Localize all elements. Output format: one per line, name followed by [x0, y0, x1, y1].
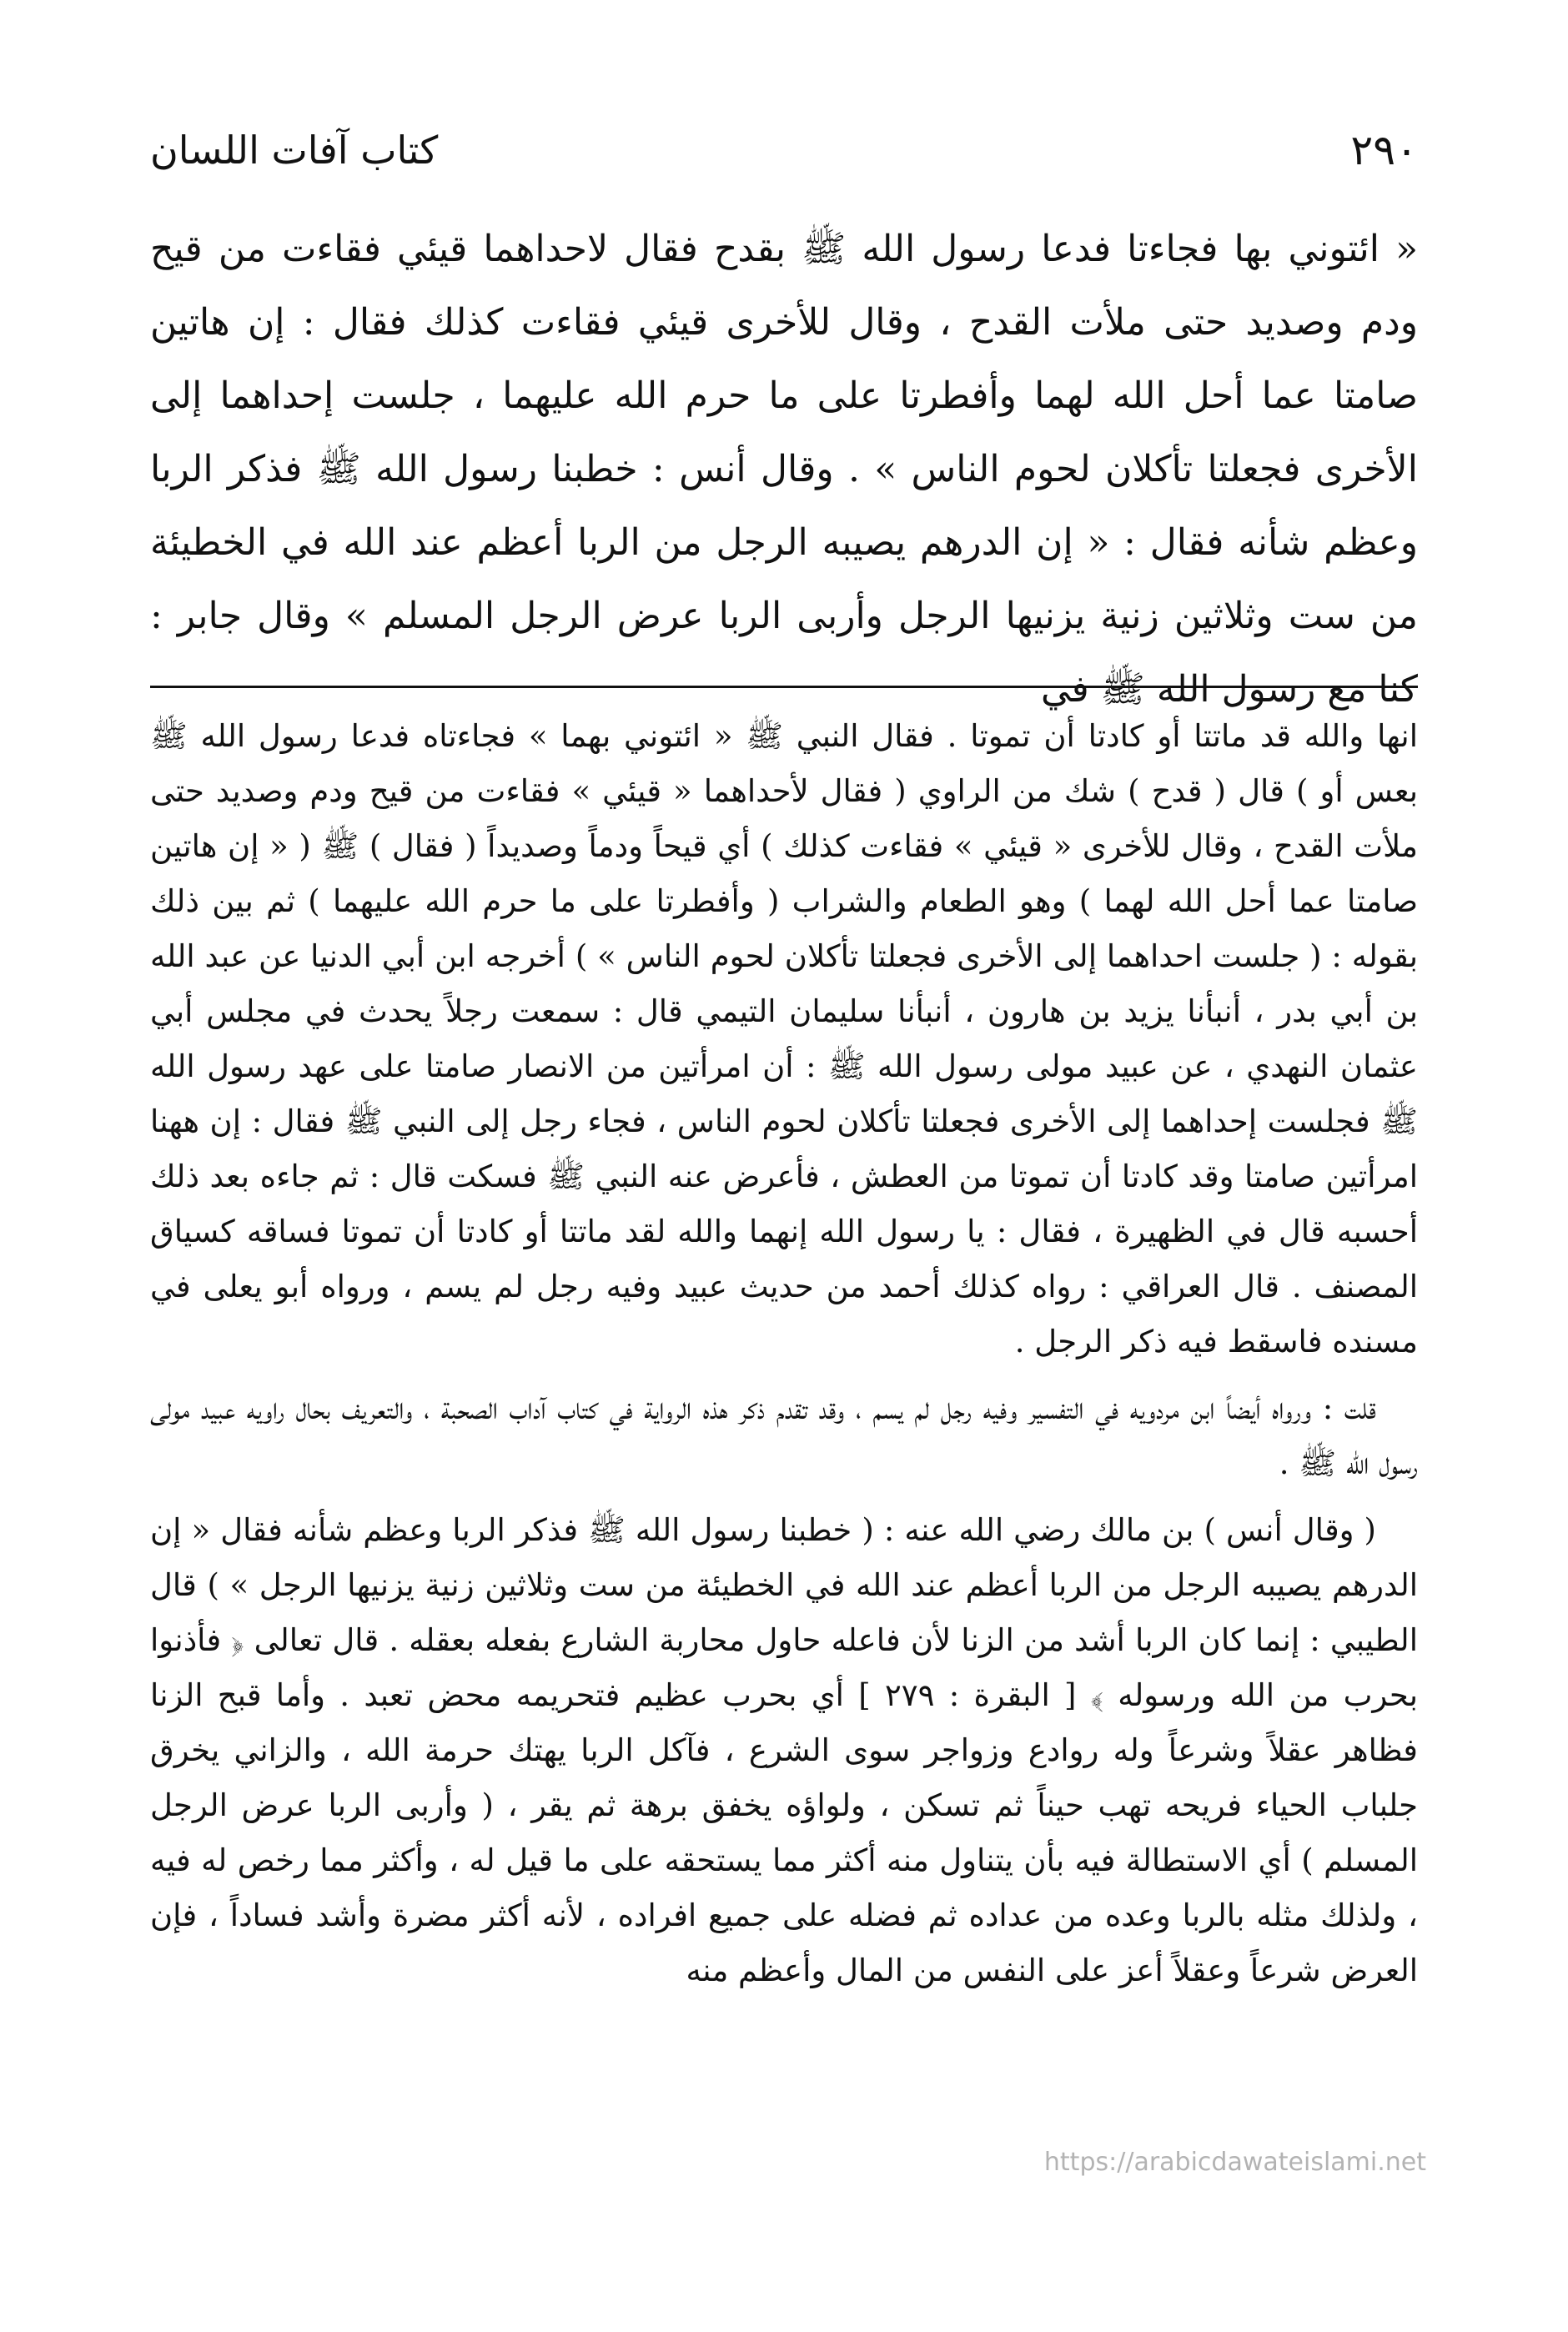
divider-line — [150, 686, 1418, 688]
commentary-paragraph-2: قلت : ورواه أيضاً ابن مردويه في التفسير وفيه رجل لم يسم ، وقد تقدم ذكر هذه الرواية في كتاب آداب الصحبة ، والتعريف بحال راويه عبيد مولى رسول الله ﷺ . — [150, 1390, 1418, 1481]
page-number: ٢٩٠ — [1350, 126, 1418, 174]
commentary-paragraph-3: ( وقال أنس ) بن مالك رضي الله عنه : ( خطبنا رسول الله ﷺ فذكر الربا وعظم شأنه فقال « إن الدرهم يصيبه الرجل من الربا أعظم عند الله في الخطيئة من ست وثلاثين زنية يزنيها الرجل » ) قال الطيبي : إنما كان الربا أشد من الزنا لأن فاعله حاول محاربة الشارع بفعله بعقله . قال تعالى ﴿ فأذنوا بحرب من الله ورسوله ﴾ [ البقرة : ٢٧٩ ] أي بحرب عظيم فتحريمه محض تعبد . وأما قبح الزنا فظاهر عقلاً وشرعاً وله روادع وزواجر سوى الشرع ، فآكل الربا يهتك حرمة الله ، والزاني يخرق جلباب الحياء فريحه تهب حيناً ثم تسكن ، ولواؤه يخفق برهة ثم يقر ، ( وأربى الربا عرض الرجل المسلم ) أي الاستطالة فيه بأن يتناول منه أكثر مما يستحقه على ما قيل له ، وأكثر مما رخص له فيه ، ولذلك مثله بالربا وعده من عداده ثم فضله على جميع افراده ، لأنه أكثر مضرة وأشد فساداً ، فإن العرض شرعاً وعقلاً أعز على النفس من المال وأعظم منه — [150, 1512, 1418, 1988]
main-text-paragraph: « ائتوني بها فجاءتا فدعا رسول الله ﷺ بقدح فقال لاحداهما قيئي فقاءت من قيح ودم وصديد حتى ملأت القدح ، وقال للأخرى قيئي فقاءت كذلك فقال : إن هاتين صامتا عما أحل الله لهما وأفطرتا على ما حرم الله عليهما ، جلست إحداهما إلى الأخرى فجعلتا تأكلان لحوم الناس » . وقال أنس : خطبنا رسول الله ﷺ فذكر الربا وعظم شأنه فقال : « إن الدرهم يصيبه الرجل من الربا أعظم عند الله في الخطيئة من ست وثلاثين زنية يزنيها الرجل وأربى الربا عرض الرجل المسلم » وقال جابر : كنا مع رسول الله ﷺ في — [150, 228, 1418, 711]
watermark-url: https://arabicdawateislami.net — [1043, 2148, 1426, 2177]
page-header — [150, 117, 1418, 183]
main-text-block — [150, 213, 1418, 726]
book-title: كتاب آفات اللسان — [150, 128, 439, 173]
commentary-paragraph-1: انها والله قد ماتتا أو كادتا أن تموتا . فقال النبي ﷺ « ائتوني بهما » فجاءتاه فدعا رسول الله ﷺ بعس أو ) قال ( قدح ) شك من الراوي ( فقال لأحداهما « قيئي » فقاءت من قيح ودم وصديد حتى ملأت القدح ، وقال للأخرى « قيئي » فقاءت كذلك ) أي قيحاً ودماً وصديداً ( فقال ) ﷺ ( « إن هاتين صامتا عما أحل الله لهما ) وهو الطعام والشراب ( وأفطرتا على ما حرم الله عليهما ) ثم بين ذلك بقوله : ( جلست احداهما إلى الأخرى فجعلتا تأكلان لحوم الناس » ) أخرجه ابن أبي الدنيا عن عبد الله بن أبي بدر ، أنبأنا يزيد بن هارون ، أنبأنا سليمان التيمي قال : سمعت رجلاً يحدث في مجلس أبي عثمان النهدي ، عن عبيد مولى رسول الله ﷺ : أن امرأتين من الانصار صامتا على عهد رسول الله ﷺ فجلست إحداهما إلى الأخرى فجعلتا تأكلان لحوم الناس ، فجاء رجل إلى النبي ﷺ فقال : إن ههنا امرأتين صامتا وقد كادتا أن تموتا من العطش ، فأعرض عنه النبي ﷺ فسكت قال : ثم جاءه بعد ذلك أحسبه قال في الظهيرة ، فقال : يا رسول الله إنهما والله لقد ماتتا أو كادتا أن تموتا فساقه كسياق المصنف . قال العراقي : رواه كذلك أحمد من حديث عبيد وفيه رجل لم يسم ، ورواه أبو يعلى في مسنده فاسقط فيه ذكر الرجل . — [150, 718, 1418, 1359]
commentary-block — [150, 709, 1418, 2010]
